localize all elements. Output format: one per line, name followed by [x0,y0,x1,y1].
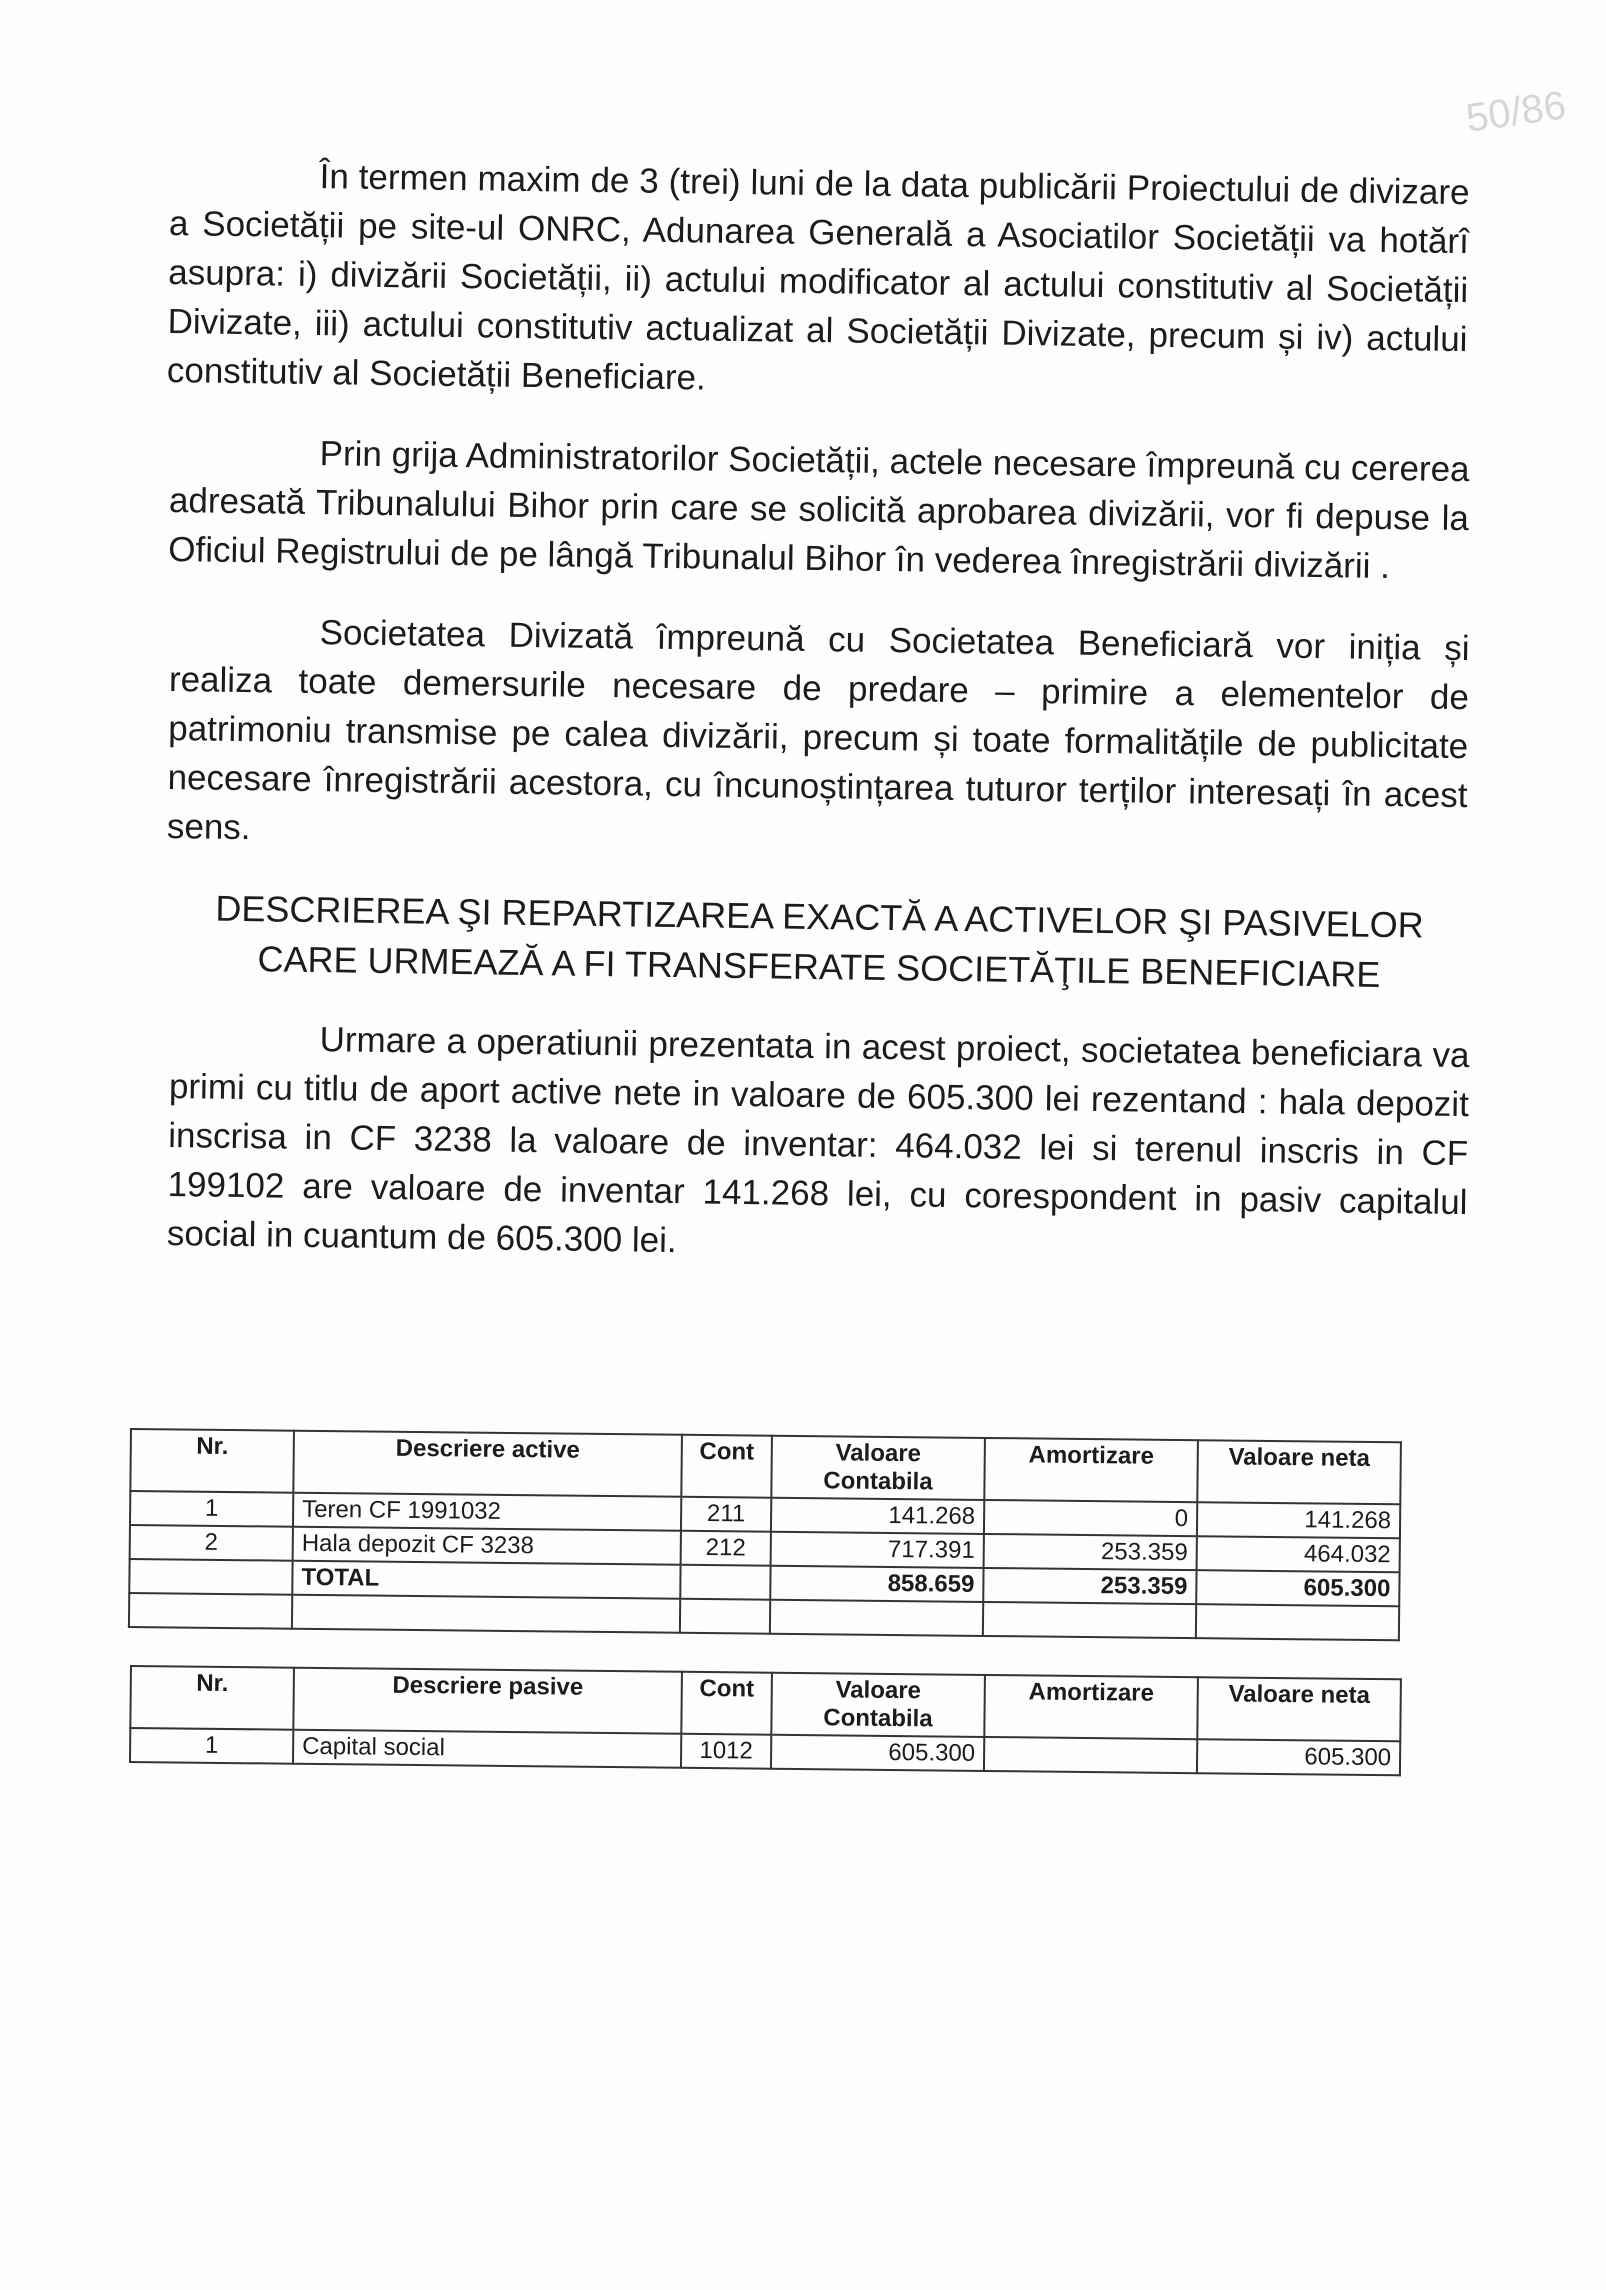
cell-account: 212 [681,1531,771,1566]
cell-total-label: TOTAL [292,1561,680,1599]
cell-total-net-value: 605.300 [1196,1570,1399,1606]
cell-account: 1012 [681,1734,771,1769]
cell-description: Teren CF 1991032 [293,1493,681,1531]
cell-book-value: 717.391 [771,1532,984,1568]
paragraph-1: În termen maxim de 3 (trei) luni de la data publicării Proiectului de divizare a Societății pe site-ul ONRC, Adunarea Generală a Asociatilor Societății va hotărî asupra: i) divizării Societății, ii) actului modificator al actului constitutiv al Societății Divizate, iii) actului constitutiv actualizat al Societății Divizate, precum și iv) actului constitutiv al Societății Beneficiare. [166,157,1470,398]
cell-net-value: 605.300 [1197,1739,1400,1775]
paragraph-3: Societatea Divizată împreună cu Societatea Beneficiară vor iniția și realiza toate demersurile necesare de predare – primire a elementelor de patrimoniu transmise pe calea divizării, precum și toate formalitățile de publicitate necesare înregistrării acestora, cu încunoștințarea tuturor terților interesați în acest sens. [166,613,1470,848]
liabilities-header-depreciation: Amortizare [984,1675,1198,1739]
empty-cell [770,1600,983,1636]
assets-header-nr: Nr. [130,1429,294,1493]
cell-account: 211 [681,1497,771,1532]
liabilities-table [129,1665,1402,1776]
liabilities-header-description: Descriere pasive [293,1668,682,1734]
assets-header-depreciation: Amortizare [984,1438,1198,1502]
empty-cell [983,1602,1196,1638]
assets-table [128,1428,1402,1641]
liabilities-header-book-value: Valoare Contabila [771,1673,985,1737]
cell-book-value: 605.300 [771,1735,984,1771]
paragraph-2: Prin grija Administratorilor Societății, actele necesare împreună cu cererea adresată Tribunalului Bihor prin care se solicită aprobarea divizării, vor fi depuse la Oficiul Registrului de pe lângă Tribunalul Bihor în vederea înregistrării divizării . [168,434,1470,587]
cell-nr: 2 [130,1525,293,1561]
empty-cell [680,1599,770,1634]
cell-nr: 1 [130,1728,293,1764]
corner-handwritten-mark: 50/86 [1463,83,1569,141]
section-heading: DESCRIEREA ŞI REPARTIZAREA EXACTĂ A ACTIVELOR ŞI PASIVELOR CARE URMEAZĂ A FI TRANSFERATE SOCIETĂŢILE BENEFICIARE [215,887,1425,995]
assets-header-book-value: Valoare Contabila [771,1436,985,1500]
cell-book-value: 141.268 [771,1498,984,1534]
cell-total-depreciation: 253.359 [983,1568,1196,1604]
cell-net-value: 141.268 [1197,1502,1400,1538]
cell-total-book-value: 858.659 [770,1566,983,1602]
empty-cell [129,1593,292,1629]
cell-description: Hala depozit CF 3238 [293,1527,681,1565]
cell-depreciation [984,1737,1197,1773]
document-body [166,150,1470,1290]
empty-cell [1196,1604,1399,1640]
empty-cell [292,1595,680,1633]
cell-depreciation: 253.359 [984,1534,1197,1570]
liabilities-header-account: Cont [681,1672,772,1735]
cell-nr [129,1559,292,1595]
assets-header-description: Descriere active [293,1431,682,1497]
cell-description: Capital social [293,1730,681,1768]
cell-depreciation: 0 [984,1500,1197,1536]
cell-account [680,1565,770,1600]
paragraph-4: Urmare a operatiunii prezentata in acest proiect, societatea beneficiara va primi cu titlu de aport active nete in valoare de 605.300 lei rezentand : hala depozit inscrisa in CF 3238 la valoare de inventar: 464.032 lei si terenul inscris in CF 199102 are valoare de inventar 141.268 lei, cu corespondent in pasiv capitalul social in cuantum de 605.300 lei. [166,1020,1470,1261]
liabilities-header-nr: Nr. [130,1666,294,1730]
liabilities-header-net-value: Valoare neta [1197,1677,1401,1741]
cell-nr: 1 [130,1491,293,1527]
cell-net-value: 464.032 [1197,1536,1400,1572]
assets-header-account: Cont [681,1435,772,1498]
assets-header-net-value: Valoare neta [1197,1440,1401,1504]
